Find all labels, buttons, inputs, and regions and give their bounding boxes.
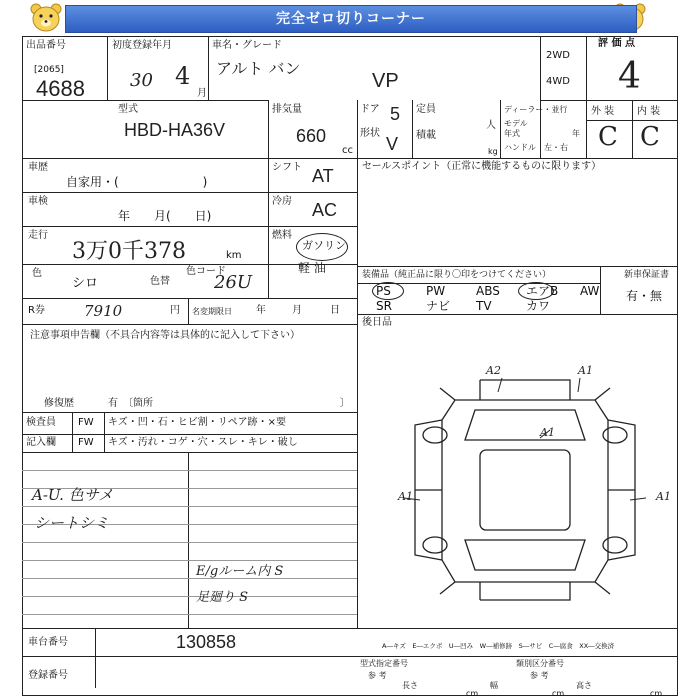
- chassis-value: 130858: [176, 632, 237, 652]
- memo-line-2: シートシミ: [34, 514, 110, 532]
- load-label: 積載: [416, 130, 436, 141]
- mileage-label: 走行: [28, 230, 48, 241]
- displacement-value: 660: [296, 126, 327, 146]
- fuel-label: 燃料: [272, 230, 292, 241]
- inspector-row-1: キズ・凹・石・ヒビ割・リペア跡・×要: [108, 417, 286, 428]
- memo-line-4: 足廻り S: [196, 590, 249, 605]
- inspection-label: 車検: [28, 196, 48, 207]
- registration-label: 初度登録年月: [112, 40, 172, 51]
- exterior-label: 外 装: [591, 106, 615, 117]
- equipment-item-1-2: PW: [426, 284, 446, 298]
- year-unit: 年: [572, 129, 580, 138]
- equipment-item-2-4: カワ: [526, 299, 551, 313]
- doors-label: ドア: [360, 104, 380, 115]
- equipment-item-1-5: AW: [580, 284, 600, 298]
- inspector-fw-2: FW: [78, 437, 94, 448]
- displacement-unit: cc: [342, 145, 353, 156]
- fuel-diesel: 軽 油: [298, 261, 326, 275]
- shift-label: シフト: [272, 162, 302, 173]
- airbag-circle: [518, 282, 554, 300]
- class-number-label: 類別区分番号: [516, 659, 564, 668]
- aircon-value: AC: [312, 200, 338, 220]
- recycle-label: R券: [28, 305, 45, 316]
- color-code-label: 色コード: [186, 266, 226, 277]
- mark-a2: A2: [486, 364, 501, 377]
- handle-value: 左・右: [544, 143, 568, 152]
- memo-rule: [22, 614, 357, 615]
- model-designation-label: 型式指定番号: [360, 659, 408, 668]
- mileage-unit: km: [226, 250, 242, 261]
- repair-label: 修復歴: [44, 398, 74, 409]
- memo-rule: [22, 560, 357, 561]
- vehicle-name-label: 車名・グレード: [212, 40, 282, 51]
- displacement-label: 排気量: [272, 104, 302, 115]
- drive-4wd: 4WD: [546, 76, 570, 87]
- handle-label: ハンドル: [504, 143, 536, 152]
- memo-rule: [22, 596, 357, 597]
- mileage-value: 3万0千378: [72, 239, 186, 264]
- mark-a1-right: A1: [656, 490, 671, 503]
- equipment-item-1-1: PS: [376, 284, 391, 298]
- registration-year: 30: [130, 70, 153, 91]
- model-code: HBD-HA36V: [124, 120, 226, 140]
- rename-month: 月: [292, 305, 302, 316]
- legend: A―キズ E―エクボ U―凹み W―補修跡 S―サビ C―腐食 XX―交換済: [382, 642, 615, 650]
- memo-line-1: A-U. 色サメ: [32, 486, 114, 504]
- memo-rule: [22, 470, 357, 471]
- sales-point-label: セールスポイント（正常に機能するものに限ります）: [362, 161, 602, 172]
- memo-line-3: E/gルーム内 S: [196, 564, 284, 579]
- chassis-label: 車台番号: [28, 637, 68, 648]
- lot-prefix: [2065]: [34, 65, 64, 75]
- lot-label: 出品番号: [26, 40, 66, 51]
- recycle-value: 7910: [84, 302, 123, 320]
- rear-item-label: 後日品: [362, 317, 392, 328]
- mark-a1-top: A1: [578, 364, 593, 377]
- reference-label-2: 参 考: [530, 671, 549, 680]
- repair-close: 〕: [340, 398, 350, 409]
- mark-a1-roof: A1: [540, 426, 555, 439]
- year-label: 年式: [504, 129, 520, 138]
- bear-mascot-icon: [28, 2, 64, 34]
- load-unit: kg: [488, 147, 498, 156]
- dealer-label: ディーラー・並行: [504, 105, 568, 114]
- page-title: 完全ゼロ切りコーナー: [65, 5, 637, 33]
- lot-number: 4688: [36, 76, 85, 101]
- color-change-label: 色替: [150, 276, 170, 287]
- exterior-grade: C: [598, 122, 618, 152]
- shape-value: V: [386, 134, 399, 154]
- drive-2wd: 2WD: [546, 50, 570, 61]
- vehicle-grade: VP: [372, 70, 399, 92]
- color-code: 26U: [214, 272, 253, 293]
- width-unit: cm: [552, 689, 565, 698]
- height-unit: cm: [650, 689, 663, 698]
- inspector-check-label: 検査員: [26, 417, 56, 428]
- height-label: 高さ: [576, 681, 592, 690]
- rename-label: 名変期限日: [192, 307, 232, 316]
- rename-day: 日: [330, 305, 340, 316]
- aircon-label: 冷房: [272, 196, 292, 207]
- color-label: 色: [32, 268, 42, 279]
- doors-value: 5: [390, 104, 401, 124]
- model-label: 型式: [118, 104, 138, 115]
- fuel-gasoline: ガソリン: [302, 239, 346, 252]
- equipment-item-1-4: エアB: [526, 284, 559, 298]
- warranty-label: 新車保証書: [624, 270, 670, 280]
- plate-label: 登録番号: [28, 670, 68, 681]
- model-year-label: モデル: [504, 119, 528, 128]
- equipment-item-2-1: SR: [376, 299, 392, 313]
- ps-circle: [372, 282, 404, 300]
- inspection-value: 年 月( 日): [118, 209, 212, 223]
- equipment-item-2-3: TV: [476, 299, 492, 313]
- reference-label: 参 考: [368, 671, 387, 680]
- mark-a1-left: A1: [398, 490, 413, 503]
- memo-rule: [22, 542, 357, 543]
- rename-year: 年: [256, 305, 266, 316]
- vehicle-name: アルト バン: [216, 59, 301, 78]
- history-label: 車歴: [28, 162, 48, 173]
- grade-label: 評 価 点: [598, 38, 635, 49]
- equipment-item-2-2: ナビ: [426, 299, 451, 313]
- car-damage-diagram: [380, 360, 670, 620]
- width-label: 幅: [490, 681, 498, 690]
- repair-value: 有 〔箇所: [108, 398, 153, 409]
- length-unit: cm: [466, 689, 479, 698]
- length-label: 長さ: [402, 681, 418, 690]
- warranty-value: 有・無: [626, 289, 663, 303]
- capacity-label: 定員: [416, 104, 436, 115]
- grade-score: 4: [618, 56, 641, 97]
- shape-label: 形状: [360, 128, 380, 139]
- memo-rule: [22, 578, 357, 579]
- registration-month-unit: 月: [197, 88, 207, 99]
- memo-rule: [22, 506, 357, 507]
- interior-grade: C: [640, 122, 660, 152]
- color-value: シロ: [72, 276, 99, 291]
- registration-month: 4: [175, 62, 191, 90]
- history-value: 自家用・( ): [66, 175, 208, 189]
- recycle-unit: 円: [170, 305, 180, 316]
- capacity-unit: 人: [486, 120, 496, 131]
- shift-value: AT: [312, 166, 334, 186]
- inspector-row-2: キズ・汚れ・コゲ・穴・スレ・キレ・破し: [108, 437, 298, 448]
- inspector-fw-1: FW: [78, 417, 94, 428]
- equipment-label: 装備品（純正品に限り〇印をつけてください）: [362, 270, 552, 280]
- notes-label: 注意事項申告欄（不具合内容等は具体的に記入して下さい）: [30, 330, 300, 341]
- interior-label: 内 装: [637, 106, 661, 117]
- inspector-entry-label: 記入欄: [26, 437, 56, 448]
- equipment-item-1-3: ABS: [476, 284, 500, 298]
- fuel-circle: [296, 233, 348, 261]
